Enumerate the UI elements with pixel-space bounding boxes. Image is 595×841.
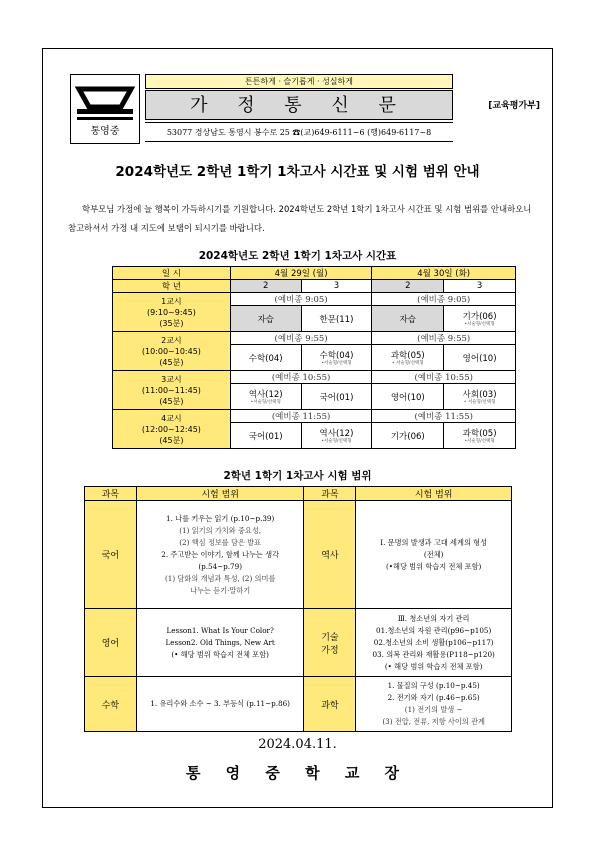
range-line: (• 해당 범위 학습지 전체 포함): [171, 649, 269, 659]
subject-cell: [444, 306, 516, 332]
subject-cell: [230, 384, 301, 410]
subject-cell: [372, 384, 444, 410]
school-motto: 튼튼하게 · 슬기롭게 · 성실하게: [145, 74, 453, 89]
subject-cell: [444, 345, 516, 371]
school-logo-icon: [71, 75, 139, 143]
period-minutes: (35분): [159, 318, 184, 328]
header-range: 시험 범위: [136, 487, 304, 501]
subject-science: 과학: [304, 677, 356, 732]
range-line: 03. 의복 관리와 재활용(P118~p120): [372, 649, 495, 659]
subject-name: 국어(01): [248, 431, 283, 442]
range-line: Lesson2. Old Things, New Art: [165, 637, 275, 647]
range-line: 02.청소년의 소비 생활(p106~p117): [373, 637, 494, 647]
subject-name-line: 가정: [321, 645, 339, 656]
range-science: [356, 677, 512, 732]
range-line: 2. 주고받는 이야기, 함께 나누는 생각: [161, 549, 280, 559]
subject-name: 역사(12): [319, 429, 354, 439]
department-label: [교육평가부]: [488, 101, 540, 111]
subject-cell: [230, 423, 301, 449]
range-line: (p.54~p.79): [198, 561, 243, 571]
period-cell: [113, 293, 231, 332]
subject-korean: 국어: [85, 501, 137, 609]
subject-name-line: 기술: [321, 632, 339, 643]
subject-name: 기가(06): [390, 431, 425, 442]
range-line: 1. 나를 키우는 읽기 (p.10~p.39): [166, 513, 275, 523]
period-name: 1교시: [161, 296, 182, 306]
subject-cell: [230, 306, 301, 332]
subject-note: • 서술형/선택형: [463, 400, 496, 405]
issue-date: 2024.04.11.: [258, 737, 337, 752]
subject-name: 자습: [399, 314, 416, 325]
subject-note: •서술형/선택형: [321, 439, 352, 444]
subject-cell: [301, 384, 372, 410]
subject-note: • 서술형/선택형: [391, 361, 424, 366]
header-grade: 학 년: [113, 280, 231, 293]
period-name: 4교시: [161, 413, 182, 423]
subject-english: 영어: [85, 609, 137, 677]
range-line: (1) 읽기의 가치와 중요성,: [179, 525, 262, 535]
header-day2: 4월 30일 (화): [372, 267, 516, 280]
subject-name: 영어(10): [462, 353, 497, 364]
subject-cell: [301, 345, 372, 371]
subject-cell: [444, 384, 516, 410]
subject-cell: [444, 423, 516, 449]
intro-paragraph: 학부모님 가정에 늘 행복이 가득하시기를 기원합니다. 2024학년도 2학년 1학기 1차고사 시간표 및 시험 범위를 안내하오니 참고하셔서 가정 내 지도에 보탬이 되시기를 바랍니다.: [68, 204, 532, 233]
period-name: 2교시: [161, 335, 182, 345]
period-cell: [113, 410, 231, 449]
header-day: 일 시: [113, 267, 231, 280]
newsletter-header: [70, 74, 540, 144]
warning-bell: (예비종 11:55): [230, 410, 372, 423]
period-time: (12:00~12:45): [141, 424, 201, 434]
range-line: I. 문명의 발생과 고대 세계의 형성: [380, 537, 488, 547]
warning-bell: (예비종 10:55): [230, 371, 372, 384]
subject-name: 한문(11): [319, 314, 354, 325]
period-time: (11:00~11:45): [141, 385, 201, 395]
exam-timetable: [112, 266, 516, 449]
subject-history: 역사: [304, 501, 356, 609]
period-cell: [113, 371, 231, 410]
document-title: 2024학년도 2학년 1학기 1차고사 시간표 및 시험 범위 안내: [115, 164, 480, 180]
subject-math: 수학: [85, 677, 137, 732]
range-line: 1. 물질의 구성 (p.10~p.45): [387, 681, 480, 690]
principal-signature: 통 영 중 학 교 장: [185, 764, 410, 782]
subject-note: •서술형/선택형: [321, 361, 352, 366]
range-line: 1. 유리수와 소수 ~ 3. 부등식 (p.11~p.86): [150, 699, 290, 708]
period-time: (9:10~9:45): [146, 307, 196, 317]
subject-name: 과학(05): [390, 351, 425, 361]
range-line: Lesson1. What Is Your Color?: [166, 625, 274, 635]
subject-cell: [372, 423, 444, 449]
range-line: (1) 전기의 발생 ~: [404, 705, 463, 714]
range-tech-home: [356, 609, 512, 677]
subject-name: 역사(12): [248, 390, 283, 400]
subject-name: 국어(01): [319, 392, 354, 403]
subject-cell: [301, 306, 372, 332]
svg-text:통영중: 통영중: [90, 126, 120, 137]
header-range: 시험 범위: [356, 487, 512, 501]
range-english: [136, 609, 304, 677]
period-cell: [113, 332, 231, 371]
subject-name: 과학(05): [462, 429, 497, 439]
timetable-title: 2024학년도 2학년 1학기 1차고사 시간표: [198, 250, 397, 262]
range-line: (•해당 범위 학습지 전체 포함): [385, 561, 482, 571]
range-line: 01.청소년의 자원 관리(p96~p105): [376, 625, 492, 635]
newsletter-title: 가 정 통 신 문: [145, 90, 453, 120]
subject-note: •서술형/선택형: [250, 400, 281, 405]
subject-cell: [301, 423, 372, 449]
school-address: 53077 경상남도 통영시 봉수로 25 ☎(교)649-6111~6 (행)649-6117~8: [145, 122, 453, 142]
range-history: [356, 501, 512, 609]
warning-bell: (예비종 9:55): [372, 332, 516, 345]
period-time: (10:00~10:45): [141, 346, 201, 356]
subject-name: 자습: [257, 314, 274, 325]
subject-name: 사회(03): [462, 390, 497, 400]
period-minutes: (45분): [159, 357, 184, 367]
range-line: 나누는 듣기·말하기: [190, 585, 251, 595]
warning-bell: (예비종 10:55): [372, 371, 516, 384]
subject-cell: [372, 345, 444, 371]
warning-bell: (예비종 11:55): [372, 410, 516, 423]
warning-bell: (예비종 9:05): [372, 293, 516, 306]
period-minutes: (45분): [159, 435, 184, 445]
subject-cell: [230, 345, 301, 371]
warning-bell: (예비종 9:05): [230, 293, 372, 306]
school-logo: [70, 74, 140, 144]
subject-note: •서술형/선택형: [464, 322, 495, 327]
subject-note: •서술형/선택형: [464, 439, 495, 444]
subject-name: 수학(04): [248, 353, 283, 364]
warning-bell: (예비종 9:55): [230, 332, 372, 345]
header-subject: 과목: [85, 487, 137, 501]
grade-cell: 2: [230, 280, 301, 293]
subject-name: 기가(06): [462, 312, 497, 322]
exam-scope-table: [84, 486, 512, 732]
range-line: (전체): [423, 549, 444, 559]
range-line: (1) 담화의 개념과 특성, (2) 의미를: [164, 573, 276, 583]
range-line: (2) 핵심 정보를 담은 발표: [179, 537, 262, 547]
subject-tech-home: [304, 609, 356, 677]
scope-title: 2학년 1학기 1차고사 시험 범위: [223, 470, 372, 482]
range-line: (• 해당 범위 학습지 전체 포함): [384, 661, 483, 671]
header-subject: 과목: [304, 487, 356, 501]
range-line: Ⅲ. 청소년의 자기 관리: [397, 613, 470, 623]
subject-cell: [372, 306, 444, 332]
grade-cell: 3: [444, 280, 516, 293]
range-line: (3) 전압, 전류, 저항 사이의 관계: [382, 717, 485, 726]
subject-name: 영어(10): [390, 392, 425, 403]
grade-cell: 2: [372, 280, 444, 293]
range-math: [136, 677, 304, 732]
range-korean: [136, 501, 304, 609]
period-minutes: (45분): [159, 396, 184, 406]
header-day1: 4월 29일 (월): [230, 267, 372, 280]
range-line: 2. 전기와 자기 (p.46~p.65): [387, 693, 480, 702]
subject-name: 수학(04): [319, 351, 354, 361]
period-name: 3교시: [161, 374, 182, 384]
grade-cell: 3: [301, 280, 372, 293]
